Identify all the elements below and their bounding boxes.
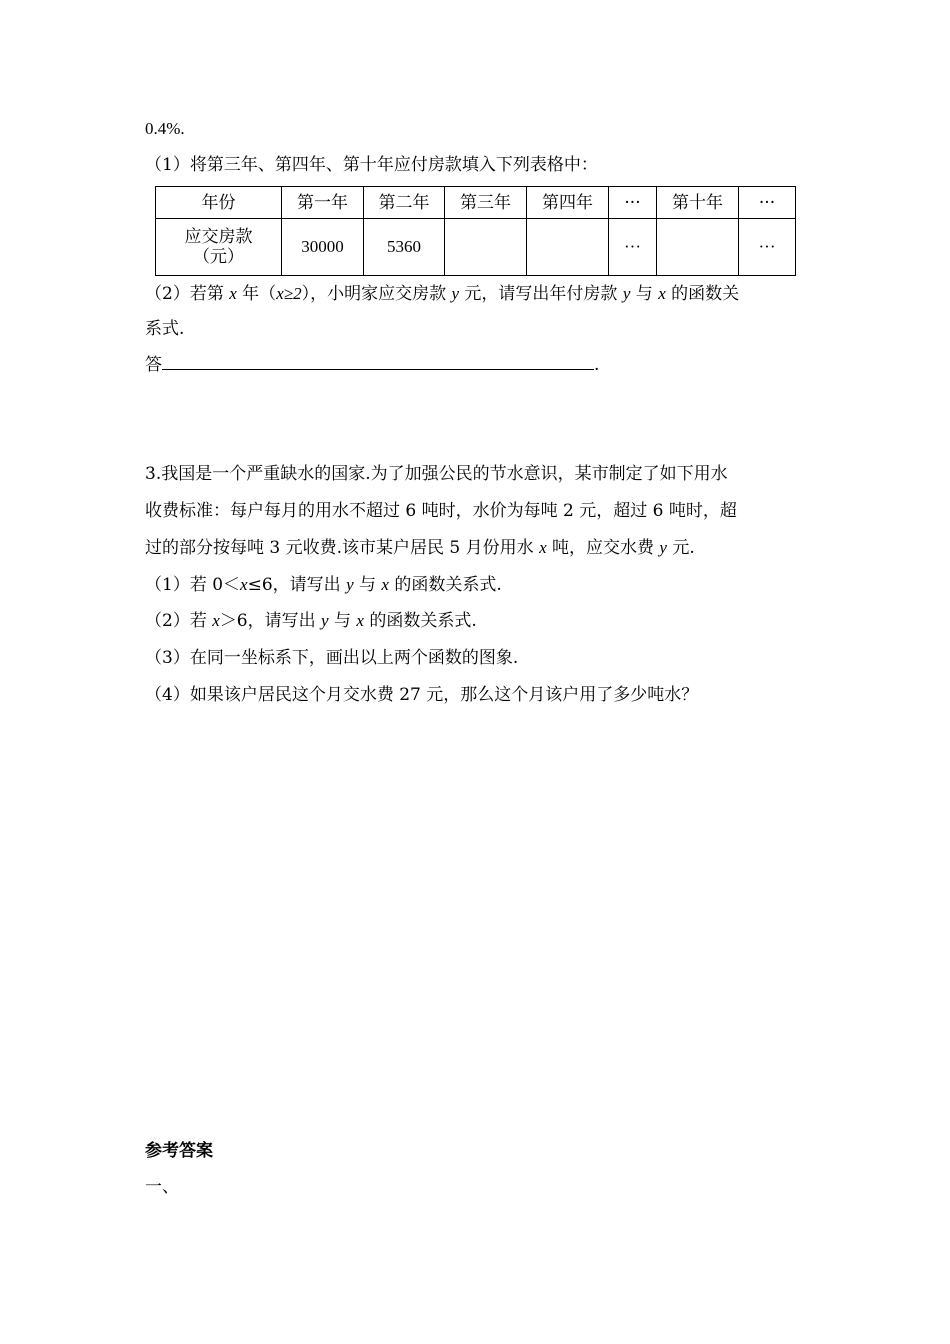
intro-tail: 0.4%. <box>145 119 185 138</box>
header-cell: ··· <box>609 187 657 219</box>
row-label-cell <box>156 219 282 276</box>
q3-sub1: （1）若 0＜x≤6，请写出 y 与 x 的函数关系式. <box>145 575 502 595</box>
answer-line: 答 . <box>145 355 600 375</box>
row-label-line1: 应交房款 <box>184 227 253 247</box>
q2-part1: （1）将第三年、第四年、第十年应付房款填入下列表格中： <box>145 155 598 175</box>
header-cell: 第二年 <box>364 187 445 219</box>
value-cell <box>527 219 609 276</box>
header-cell: 第三年 <box>445 187 527 219</box>
q3-line2: 收费标准：每户每月的用水不超过 6 吨时，水价为每吨 2 元，超过 6 吨时，超 <box>145 501 737 521</box>
value-cell <box>657 219 739 276</box>
q3-line3: 过的部分按每吨 3 元收费.该市某户居民 5 月份用水 x 吨，应交水费 y 元. <box>145 538 695 558</box>
payment-table <box>155 186 796 276</box>
header-cell: ··· <box>739 187 796 219</box>
answers-section: 一、 <box>145 1177 179 1197</box>
table-value-row <box>156 219 796 276</box>
value-cell: ··· <box>739 219 796 276</box>
q3-sub3: （3）在同一坐标系下，画出以上两个函数的图象. <box>145 648 519 668</box>
row-label-line2: （元） <box>193 247 244 267</box>
q2-part2: （2）若第 x 年（x≥2），小明家应交房款 y 元，请写出年付房款 y 与 x 的函数关 <box>145 284 740 304</box>
answer-label: 答 <box>145 355 162 375</box>
value-cell: 30000 <box>282 219 364 276</box>
header-cell: 第四年 <box>527 187 609 219</box>
table-header-row <box>156 187 796 219</box>
header-cell: 年份 <box>156 187 282 219</box>
value-cell: ··· <box>609 219 657 276</box>
q3-line1: 3.我国是一个严重缺水的国家.为了加强公民的节水意识，某市制定了如下用水 <box>145 464 728 484</box>
value-cell <box>445 219 527 276</box>
header-cell: 第一年 <box>282 187 364 219</box>
answer-blank[interactable] <box>162 355 594 370</box>
value-cell: 5360 <box>364 219 445 276</box>
header-cell: 第十年 <box>657 187 739 219</box>
q3-sub2: （2）若 x＞6，请写出 y 与 x 的函数关系式. <box>145 611 477 631</box>
q3-sub4: （4）如果该户居民这个月交水费 27 元，那么这个月该户用了多少吨水？ <box>145 685 699 705</box>
answers-title: 参考答案 <box>145 1141 213 1161</box>
q2-part2-line2: 系式. <box>145 319 185 339</box>
